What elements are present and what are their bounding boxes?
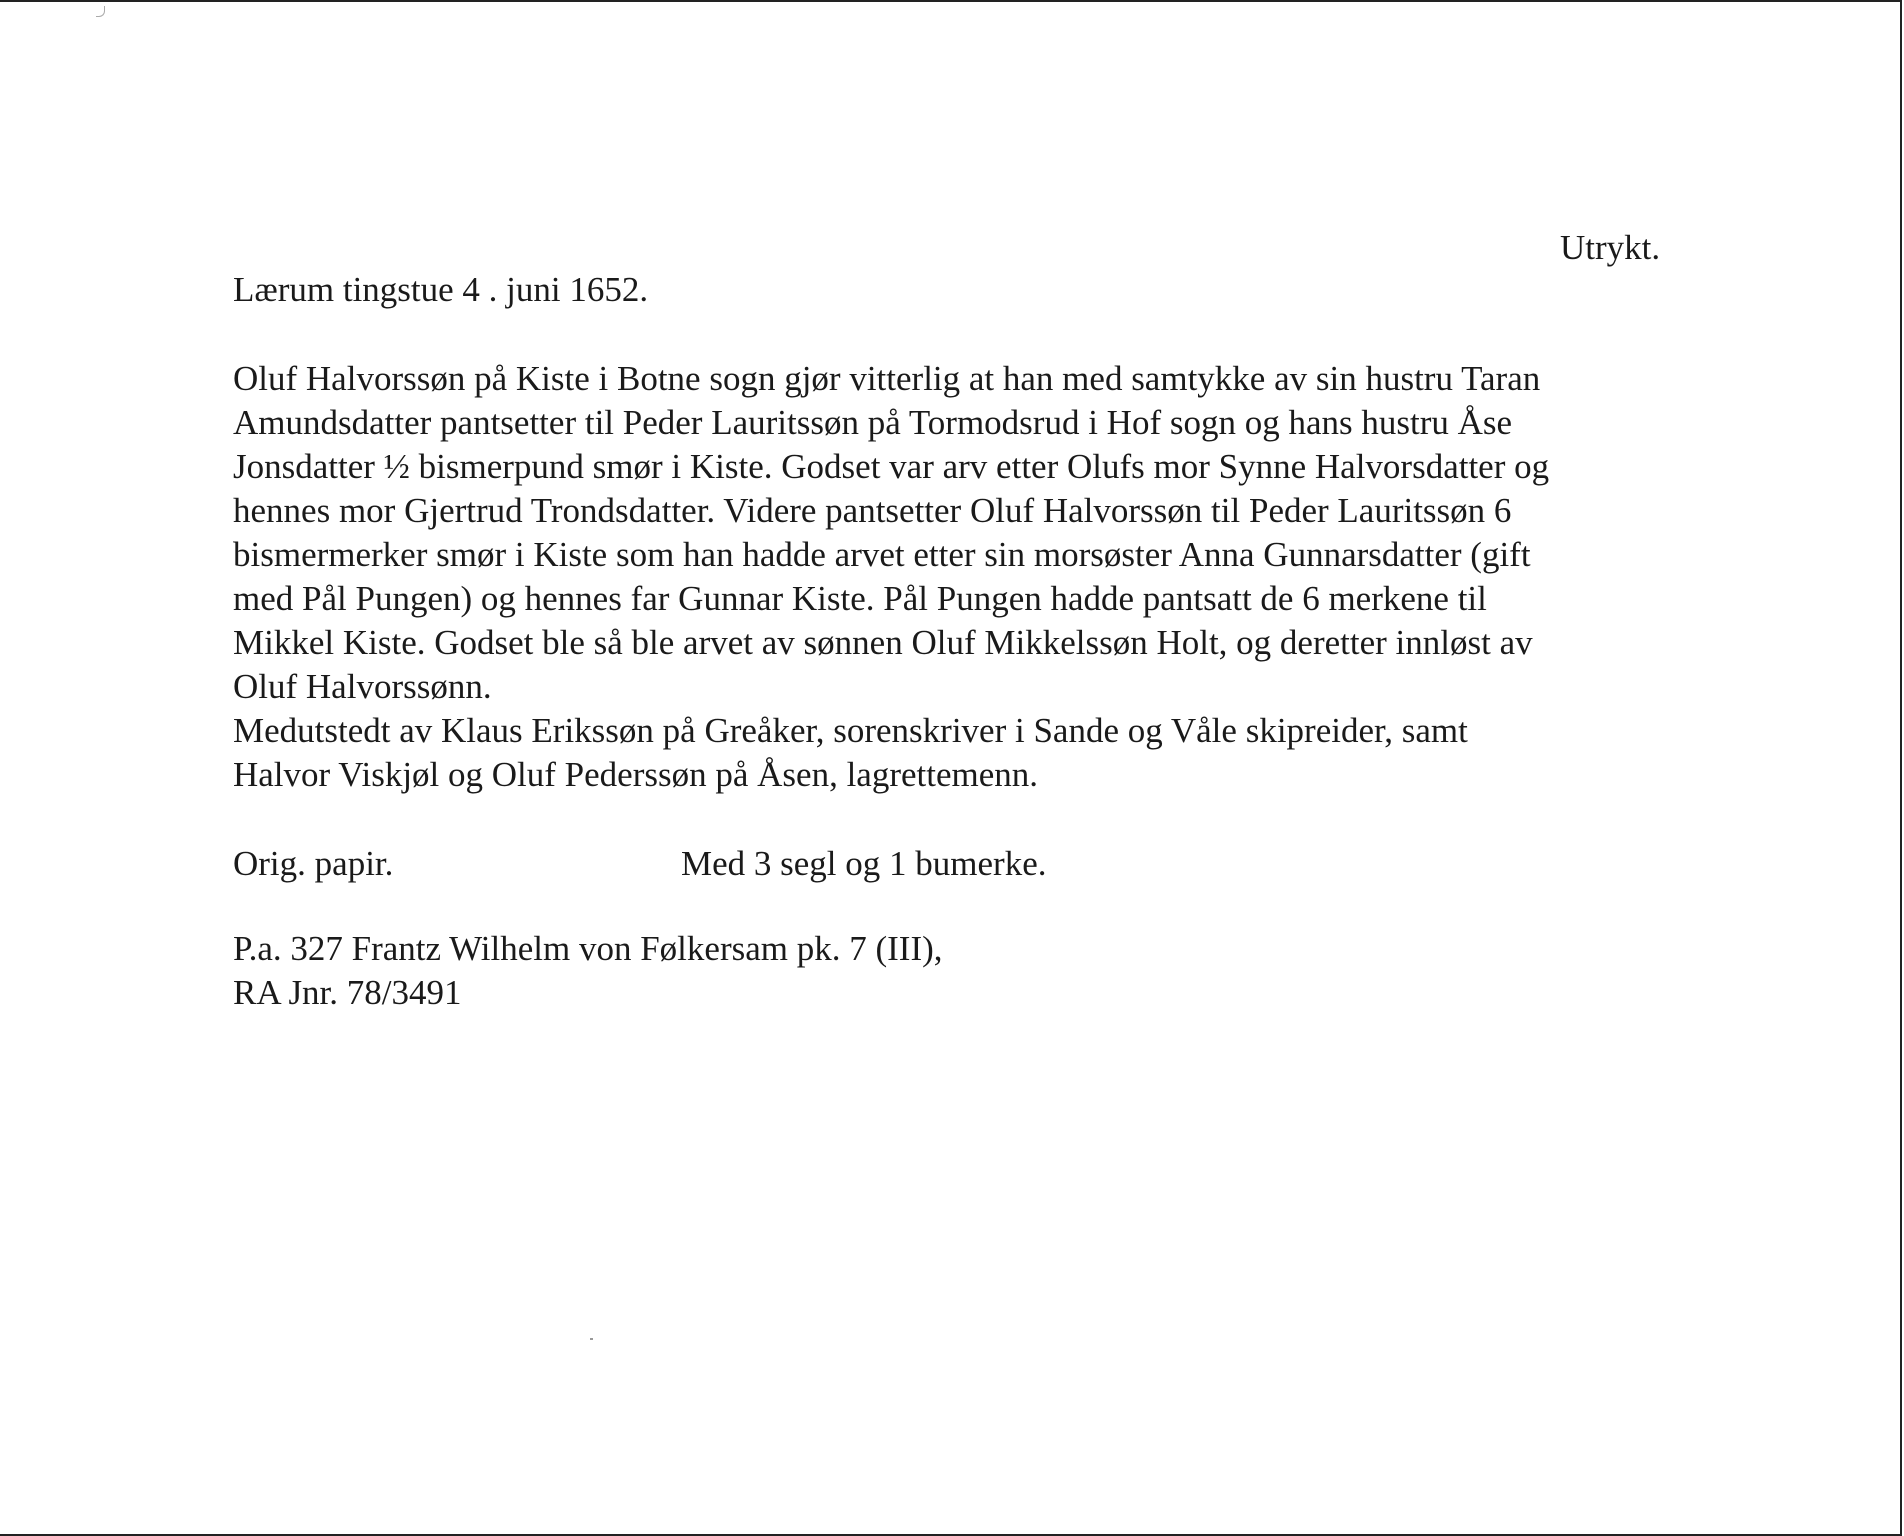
corner-mark	[96, 6, 105, 17]
summary-paragraph	[233, 357, 1549, 797]
physical-description: Orig. papir.	[233, 844, 394, 883]
summary-line: Oluf Halvorssønn.	[233, 667, 492, 706]
summary-line: Halvor Viskjøl og Oluf Pederssøn på Åsen, lagrettemenn.	[233, 755, 1039, 794]
paper-speck	[590, 1338, 593, 1340]
journal-number: RA Jnr. 78/3491	[233, 973, 462, 1012]
seals-description: Med 3 segl og 1 bumerke.	[681, 844, 1047, 883]
summary-line: Amundsdatter pantsetter til Peder Lauritssøn på Tormodsrud i Hof sogn og hans hustru Åse	[233, 403, 1513, 442]
dateline: Lærum tingstue 4 . juni 1652.	[233, 270, 649, 309]
summary-line: med Pål Pungen) og hennes far Gunnar Kiste. Pål Pungen hadde pantsatt de 6 merkene til	[233, 579, 1487, 618]
summary-line: hennes mor Gjertrud Trondsdatter. Videre pantsetter Oluf Halvorssøn til Peder Lauritssøn 6	[233, 491, 1512, 530]
summary-line: Oluf Halvorssøn på Kiste i Botne sogn gjør vitterlig at han med samtykke av sin hustru Taran	[233, 359, 1541, 398]
summary-line: Medutstedt av Klaus Erikssøn på Greåker, sorenskriver i Sande og Våle skipreider, samt	[233, 711, 1468, 750]
summary-line: Jonsdatter ½ bismerpund smør i Kiste. Godset var arv etter Olufs mor Synne Halvorsdatter og	[233, 447, 1550, 486]
archive-reference: P.a. 327 Frantz Wilhelm von Følkersam pk. 7 (III),	[233, 929, 943, 968]
summary-line: Mikkel Kiste. Godset ble så ble arvet av sønnen Oluf Mikkelssøn Holt, og deretter innløst av	[233, 623, 1533, 662]
print-status: Utrykt.	[1560, 228, 1661, 267]
summary-line: bismermerker smør i Kiste som han hadde arvet etter sin morsøster Anna Gunnarsdatter (gift	[233, 535, 1531, 574]
